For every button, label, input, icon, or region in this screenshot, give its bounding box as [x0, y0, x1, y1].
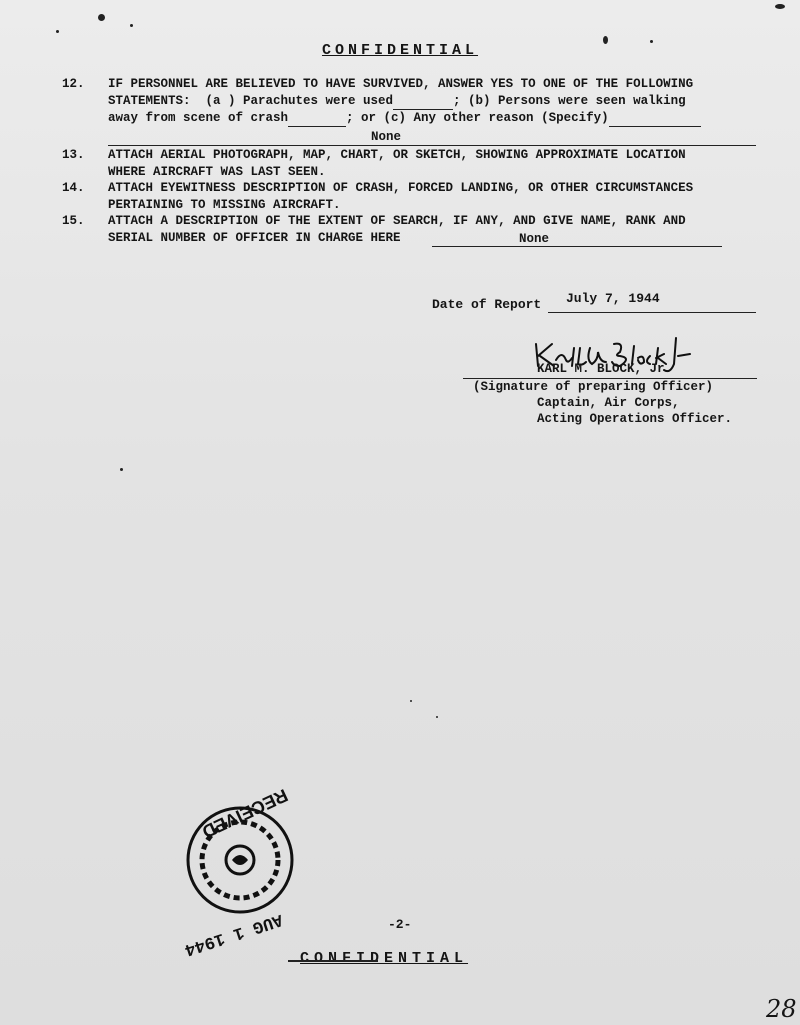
stamp-date: AUG 1 1944	[181, 909, 285, 959]
date-of-report-rule	[548, 312, 756, 313]
typed-officer-name: KARL M. BLOCK, Jr.	[537, 362, 673, 376]
item-body	[108, 180, 758, 214]
other-reason-text: ; or (c) Any other reason (Specify)	[346, 111, 609, 125]
stamp-received-text: RECEIVED	[199, 784, 291, 842]
item-12-answer-rule	[108, 145, 756, 146]
scan-speck	[410, 700, 412, 702]
crash-scene-text: away from scene of crash	[108, 111, 289, 125]
signature-caption: (Signature of preparing Officer)	[473, 380, 714, 394]
item-body	[108, 147, 758, 181]
walking-blank	[288, 113, 346, 127]
received-stamp	[150, 760, 350, 960]
item-line: ATTACH EYEWITNESS DESCRIPTION OF CRASH, FORCED LANDING, OR OTHER CIRCUMSTANCES	[108, 181, 694, 195]
officer-rank: Captain, Air Corps,	[537, 396, 680, 410]
item-line-crash	[108, 110, 758, 127]
specify-blank	[609, 113, 701, 127]
item-line: PERTAINING TO MISSING AIRCRAFT.	[108, 198, 341, 212]
footer-strike	[288, 960, 378, 962]
classification-header: CONFIDENTIAL	[321, 42, 479, 59]
item-line-parachutes	[108, 93, 758, 110]
stamp-center-mark	[232, 855, 248, 865]
classification-footer: CONFIDENTIAL	[300, 950, 469, 967]
signature-rule	[463, 378, 757, 379]
scan-speck	[98, 14, 105, 21]
item-number: 14.	[62, 181, 85, 195]
scan-speck	[56, 30, 59, 33]
item-body	[108, 213, 758, 247]
scan-speck	[120, 468, 123, 471]
officer-title: Acting Operations Officer.	[537, 412, 733, 426]
scan-speck	[436, 716, 438, 718]
item-line: ATTACH AERIAL PHOTOGRAPH, MAP, CHART, OR SKETCH, SHOWING APPROXIMATE LOCATION	[108, 148, 686, 162]
item-line: IF PERSONNEL ARE BELIEVED TO HAVE SURVIVED, ANSWER YES TO ONE OF THE FOLLOWING	[108, 77, 694, 91]
item-body	[108, 76, 758, 127]
page-number: -2-	[388, 917, 412, 932]
item-15-answer: None	[519, 232, 550, 246]
signature-script-text: Karl M. Block Jr.	[528, 334, 539, 335]
date-of-report-value: July 7, 1944	[566, 291, 660, 306]
parachutes-blank	[393, 96, 453, 110]
item-15-answer-rule	[432, 246, 722, 247]
item-number: 15.	[62, 214, 85, 228]
item-12-answer: None	[371, 130, 402, 144]
handwritten-page-number: 28	[766, 995, 797, 1023]
scan-speck	[130, 24, 133, 27]
scan-speck	[775, 4, 785, 9]
persons-walking-text: ; (b) Persons were seen walking	[453, 94, 686, 108]
date-of-report-label: Date of Report	[432, 297, 542, 312]
item-line: ATTACH A DESCRIPTION OF THE EXTENT OF SEARCH, IF ANY, AND GIVE NAME, RANK AND	[108, 214, 686, 228]
item-number: 13.	[62, 148, 85, 162]
item-number: 12.	[62, 77, 85, 91]
item-line: SERIAL NUMBER OF OFFICER IN CHARGE HERE	[108, 231, 401, 245]
item-line: WHERE AIRCRAFT WAS LAST SEEN.	[108, 165, 326, 179]
statements-text: STATEMENTS: (a ) Parachutes were used	[108, 94, 394, 108]
